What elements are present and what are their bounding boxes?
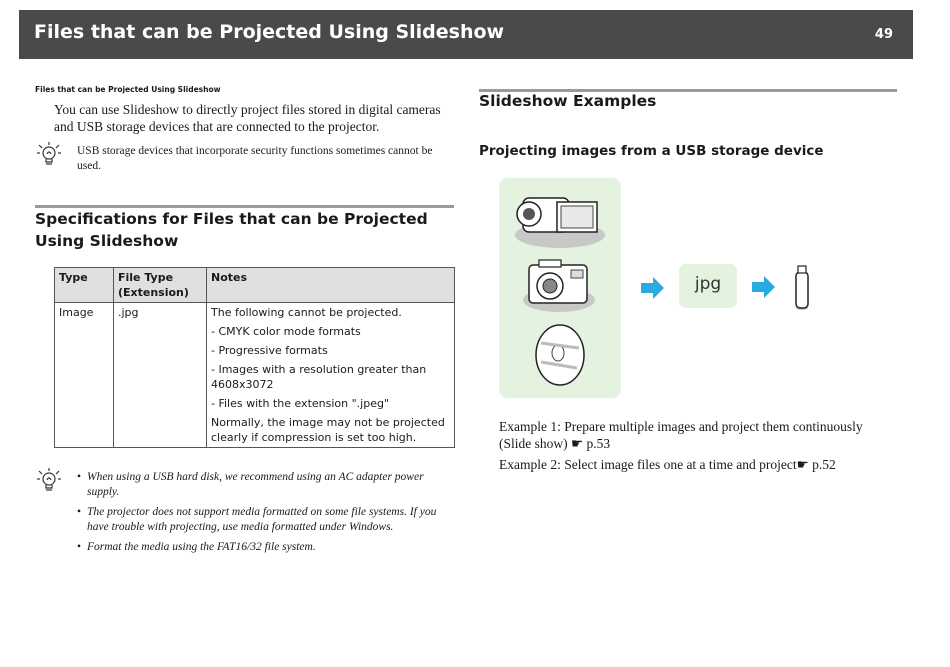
col-extension-header: File Type (Extension): [114, 268, 207, 303]
spec-section-title: Specifications for Files that can be Projected Using Slideshow: [35, 210, 428, 250]
example-1: [499, 418, 889, 452]
examples-section-title: Slideshow Examples: [479, 92, 657, 110]
page-header: [19, 10, 913, 59]
list-item: • When using a USB hard disk, we recommend using an AC adapter power supply.: [77, 470, 457, 500]
jpg-label: jpg: [694, 274, 722, 294]
list-item: • Format the media using the FAT16/32 file system.: [77, 540, 457, 555]
table-header-row: [55, 268, 455, 303]
slideshow-illustration: [499, 178, 819, 400]
digital-camera-icon: [523, 260, 595, 312]
list-item: • The projector does not support media formatted on some file systems. If you have trouble with projecting, use media formatted under Windows.: [77, 505, 457, 535]
note-line: - Progressive formats: [211, 344, 328, 357]
right-arrow-icon: [641, 277, 664, 299]
col-notes-header: Notes: [207, 268, 455, 303]
right-arrow-icon: [752, 276, 775, 298]
file-spec-table: [54, 267, 455, 448]
example-2-text: Example 2: Select image files one at a time and project: [499, 457, 797, 472]
note-line: - Images with a resolution greater than 4608x3072: [211, 363, 427, 391]
example-1-page-link[interactable]: p.53: [586, 436, 611, 451]
page-number: 49: [874, 27, 893, 42]
usb-security-note: USB storage devices that incorporate security functions sometimes cannot be used.: [77, 145, 433, 172]
col-type-header: Type: [55, 268, 114, 303]
note-line: The following cannot be projected.: [211, 306, 402, 319]
usb-stick-icon: [796, 266, 808, 310]
examples-block: [499, 418, 889, 477]
note-line: Normally, the image may not be projected clearly if compression is set too high.: [211, 416, 445, 444]
example-1-text: Example 1: Prepare multiple images and project them continuously (Slide show): [499, 419, 863, 451]
example-2: [499, 456, 889, 473]
lightbulb-hint-icon: [36, 467, 62, 491]
cell-type: Image: [55, 303, 114, 448]
usb-notes-list: [77, 470, 457, 560]
usb-projection-subtitle: Projecting images from a USB storage device: [479, 143, 824, 159]
lightbulb-hint-icon: [36, 141, 62, 165]
camcorder-icon: [515, 198, 605, 248]
pointing-hand-icon: ☛: [796, 457, 809, 472]
breadcrumb: Files that can be Projected Using Slideshow: [35, 85, 221, 94]
cell-extension: .jpg: [114, 303, 207, 448]
cell-notes: [207, 303, 455, 448]
note-line: - Files with the extension ".jpeg": [211, 397, 390, 410]
example-2-page-link[interactable]: p.52: [812, 457, 836, 472]
pointing-hand-icon: ☛: [571, 436, 584, 451]
table-row: [55, 303, 455, 448]
cd-disc-icon: [536, 325, 584, 385]
page-title: Files that can be Projected Using Slideshow: [34, 21, 505, 43]
note-line: - CMYK color mode formats: [211, 325, 361, 338]
intro-paragraph: You can use Slideshow to directly project files stored in digital cameras and USB storage devices that are connected to the projector.: [54, 102, 441, 134]
